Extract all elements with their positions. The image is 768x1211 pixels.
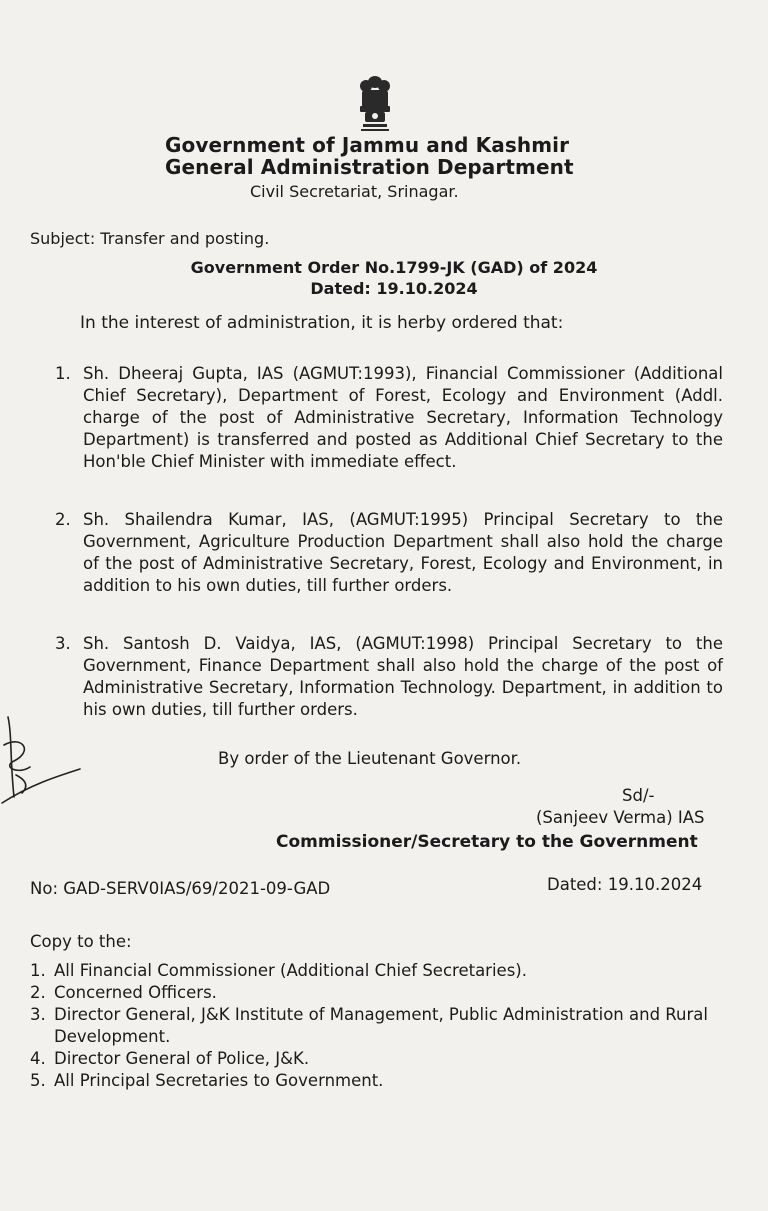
office-address: Civil Secretariat, Srinagar. <box>250 182 459 201</box>
order-number: Government Order No.1799-JK (GAD) of 2024 <box>190 258 598 277</box>
copy-to-heading: Copy to the: <box>30 932 132 951</box>
copy-to-item-number: 5. <box>30 1071 46 1090</box>
copy-to-item-text: Concerned Officers. <box>54 983 217 1002</box>
reference-date: Dated: 19.10.2024 <box>547 875 703 894</box>
order-item-number: 3. <box>55 634 71 653</box>
copy-to-item-text: All Financial Commissioner (Additional Chief Secretaries). <box>54 961 527 980</box>
national-emblem-icon <box>352 72 398 136</box>
reference-number: No: GAD-SERV0IAS/69/2021-09-GAD <box>30 879 331 898</box>
copy-to-item <box>30 1070 745 1092</box>
order-item-number: 2. <box>55 510 71 529</box>
copy-to-item <box>30 960 745 982</box>
copy-to-item-text: Director General of Police, J&K. <box>54 1049 310 1068</box>
order-date: Dated: 19.10.2024 <box>310 279 478 298</box>
copy-to-item-number: 3. <box>30 1005 46 1024</box>
signed-mark: Sd/- <box>622 786 655 805</box>
subject-line: Subject: Transfer and posting. <box>30 229 270 248</box>
by-order-line: By order of the Lieutenant Governor. <box>218 749 522 768</box>
signatory-title: Commissioner/Secretary to the Government <box>276 832 698 852</box>
intro-text: In the interest of administration, it is herby ordered that: <box>80 313 564 333</box>
copy-to-item-number: 4. <box>30 1049 46 1068</box>
copy-to-list <box>30 960 745 1092</box>
copy-to-item <box>30 982 745 1004</box>
order-item-text: Sh. Dheeraj Gupta, IAS (AGMUT:1993), Financial Commissioner (Additional Chief Secretary), Department of Forest, Ecology and Environment (Addl. charge of the post of Administrative Secretary, Information Technology Department) is transferred and posted as Additional Chief Secretary to the Hon'ble Chief Minister with immediate effect. <box>83 364 723 471</box>
copy-to-item <box>30 1048 745 1070</box>
department-title: General Administration Department <box>165 155 574 179</box>
copy-to-item-number: 2. <box>30 983 46 1002</box>
copy-to-item-text: Director General, J&K Institute of Management, Public Administration and Rural Development. <box>54 1005 708 1046</box>
copy-to-item <box>30 1004 745 1048</box>
order-item-text: Sh. Santosh D. Vaidya, IAS, (AGMUT:1998) Principal Secretary to the Government, Finance Department shall also hold the charge of the post of Administrative Secretary, Information Technology. Department, in addition to his own duties, till further orders. <box>83 634 723 719</box>
order-item-number: 1. <box>55 364 71 383</box>
government-title: Government of Jammu and Kashmir <box>165 133 570 157</box>
copy-to-item-text: All Principal Secretaries to Government. <box>54 1071 384 1090</box>
signatory-name: (Sanjeev Verma) IAS <box>536 808 705 827</box>
order-item-text: Sh. Shailendra Kumar, IAS, (AGMUT:1995) Principal Secretary to the Government, Agriculture Production Department shall also hold the charge of the post of Administrative Secretary, Forest, Ecology and Environment, in addition to his own duties, till further orders. <box>83 510 723 595</box>
copy-to-item-number: 1. <box>30 961 46 980</box>
handwritten-signature-mark <box>0 705 85 815</box>
